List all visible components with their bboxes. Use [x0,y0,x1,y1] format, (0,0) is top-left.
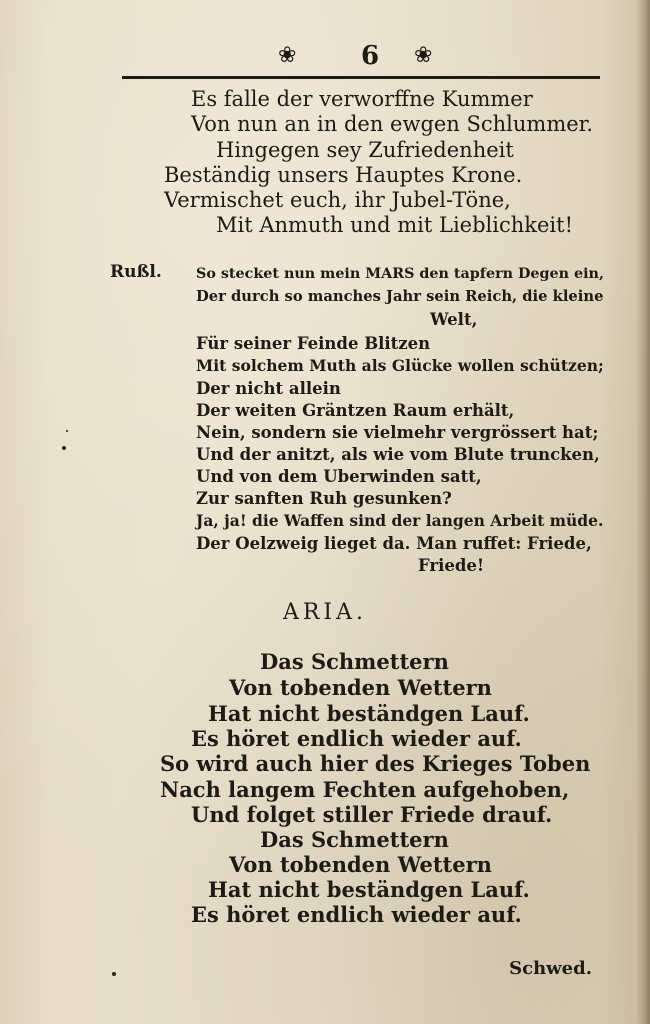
verse-line: Der nicht allein [196,379,341,398]
verse-line: Der weiten Gräntzen Raum erhält, [196,401,515,420]
verse-line: Das Schmettern [260,649,449,674]
verse-line: Nein, sondern sie vielmehr vergrössert hat; [196,423,599,442]
ink-speck [66,430,68,432]
header-rule [122,76,600,79]
verse-line: Und folget stiller Friede drauf. [191,802,553,827]
flower-ornament-icon: ❀ [414,43,433,68]
verse-line: Von nun an in den ewgen Schlummer. [191,112,594,136]
page-header [120,42,600,78]
verse-line: Und der anitzt, als wie vom Blute truncken, [196,445,600,464]
verse-line: Es höret endlich wieder auf. [191,726,522,751]
verse-line: Hat nicht beständgen Lauf. [208,877,530,902]
verse-line: Hat nicht beständgen Lauf. [208,701,530,726]
aria-heading: ARIA. [282,600,368,625]
verse-line: Der durch so manches Jahr sein Reich, die kleine [196,288,604,305]
verse-line: Und von dem Uberwinden satt, [196,467,482,486]
verse-line: Das Schmettern [260,827,449,852]
page-edge-shadow [636,0,650,1024]
verse-line: Friede! [418,556,485,575]
verse-line: Für seiner Feinde Blitzen [196,334,431,353]
verse-line: Welt, [430,310,478,329]
flower-ornament-icon: ❀ [278,43,297,68]
verse-line: So wird auch hier des Krieges Toben [160,751,591,776]
verse-line: Mit Anmuth und mit Lieblichkeit! [216,213,574,237]
page-number: 6 [360,41,380,71]
verse-line: Ja, ja! die Waffen sind der langen Arbeit müde. [196,511,604,530]
verse-line: So stecket nun mein MARS den tapfern Degen ein, [196,266,604,282]
verse-line: Der Oelzweig lieget da. Man ruffet: Friede, [196,534,592,553]
verse-line: Es falle der verworffne Kummer [191,87,533,111]
verse-line: Zur sanften Ruh gesunken? [196,489,452,508]
ink-speck [112,972,116,976]
verse-line: Von tobenden Wettern [229,675,492,700]
verse-line: Es höret endlich wieder auf. [191,902,522,927]
speaker-name: Rußl. [110,262,162,282]
catchword: Schwed. [509,958,592,979]
verse-line: Von tobenden Wettern [229,852,492,877]
verse-line: Nach langem Fechten aufgehoben, [160,777,570,802]
verse-line: Beständig unsers Hauptes Krone. [164,163,523,187]
verse-line: Vermischet euch, ihr Jubel-Töne, [164,188,511,212]
verse-line: Mit solchem Muth als Glücke wollen schützen; [196,356,604,375]
verse-line: Hingegen sey Zufriedenheit [216,138,514,162]
ink-speck [62,446,66,450]
